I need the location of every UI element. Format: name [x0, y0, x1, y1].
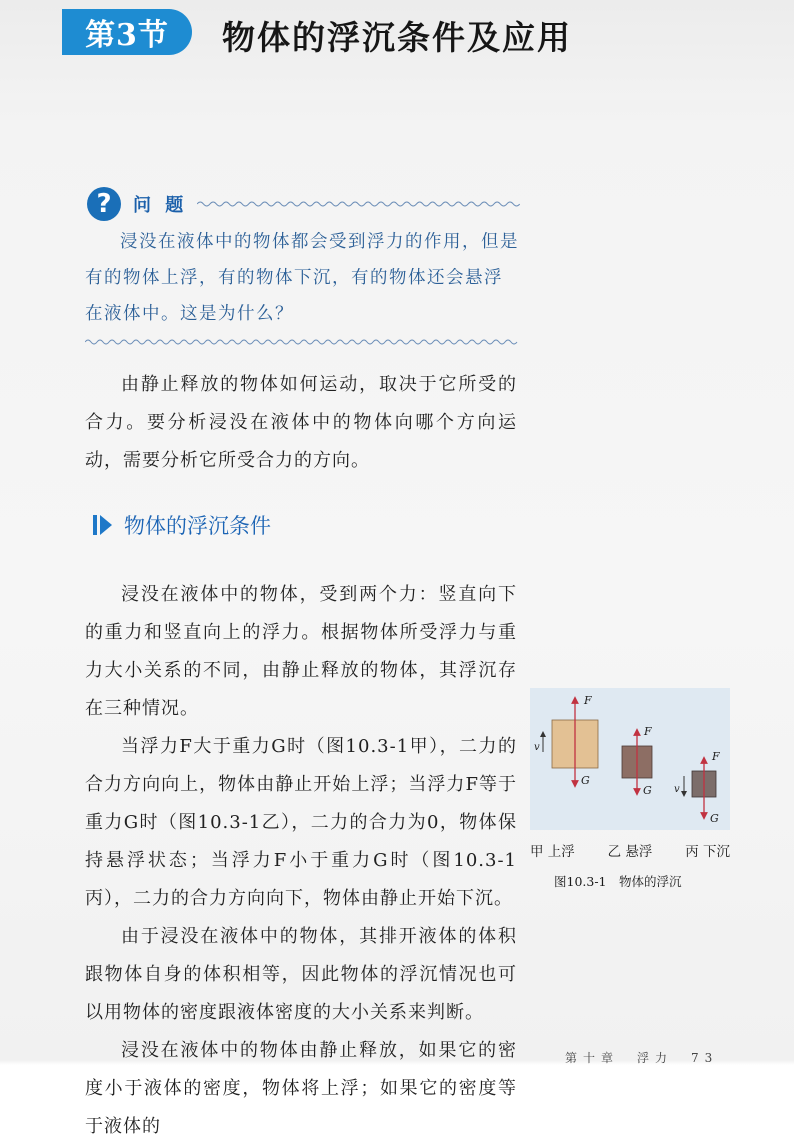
wavy-divider	[197, 200, 520, 208]
subsection-title: 物体的浮沉条件	[124, 514, 271, 538]
section-number-badge: 第3节	[62, 9, 192, 55]
caption-suspend: 乙 悬浮	[607, 844, 653, 860]
intro-paragraph: 由静止释放的物体如何运动，取决于它所受的合力。要分析浸没在液体中的物体向哪个方向运动，需要分析它所受合力的方向。	[85, 374, 517, 471]
suspend-force-g: G	[643, 784, 652, 797]
question-label: 问 题	[133, 195, 188, 216]
figure-diagram	[530, 688, 730, 830]
body-paragraph-1: 浸没在液体中的物体，受到两个力：竖直向下的重力和竖直向上的浮力。根据物体所受浮力与重力大小关系的不同，由静止释放的物体，其浮沉存在三种情况。	[85, 584, 517, 719]
sink-velocity-label: v	[674, 784, 680, 795]
body-paragraph-3: 由于浸没在液体中的物体，其排开液体的体积跟物体自身的体积相等，因此物体的浮沉情况也可以用物体的密度跟液体密度的大小关系来判断。	[85, 926, 517, 1023]
sink-force-f: F	[712, 750, 720, 763]
suspend-force-f: F	[644, 725, 652, 738]
body-paragraph-2: 当浮力F大于重力G时（图10.3-1甲），二力的合力方向向上，物体由静止开始上浮；当浮力F等于重力G时（图10.3-1乙），二力的合力为0，物体保持悬浮状态；当浮力F小于重力G时（图10.3-1丙），二力的合力方向向下，物体由静止开始下沉。	[85, 736, 517, 909]
caption-sink: 丙 下沉	[685, 844, 730, 860]
section-title: 物体的浮沉条件及应用	[222, 18, 572, 57]
question-text	[85, 224, 520, 332]
float-force-g: G	[581, 774, 590, 787]
question-paragraph: 浸没在液体中的物体都会受到浮力的作用，但是有的物体上浮，有的物体下沉，有的物体还会悬浮在液体中。这是为什么？	[85, 232, 519, 324]
figure-captions	[530, 840, 730, 860]
wavy-divider-bottom	[85, 338, 520, 346]
float-force-f: F	[584, 694, 592, 707]
float-condition-text	[85, 576, 517, 1146]
heading-triangle-icon	[100, 515, 112, 535]
page-footer: 第十章 浮力 73	[565, 1051, 719, 1065]
float-velocity-label: v	[534, 742, 540, 753]
figure-float-sink	[530, 688, 730, 830]
question-mark-icon: ?	[87, 187, 121, 221]
question-header	[85, 186, 520, 222]
caption-float: 甲 上浮	[530, 844, 575, 860]
subsection-heading	[93, 510, 271, 540]
heading-bar-icon	[93, 515, 97, 535]
sink-force-g: G	[710, 812, 719, 825]
question-box	[85, 186, 520, 332]
figure-title: 图10.3-1 物体的浮沉	[554, 874, 682, 889]
intro-text	[85, 366, 517, 480]
body-paragraph-4: 浸没在液体中的物体由静止释放，如果它的密度小于液体的密度，物体将上浮；如果它的密度等于液体的	[85, 1040, 517, 1137]
